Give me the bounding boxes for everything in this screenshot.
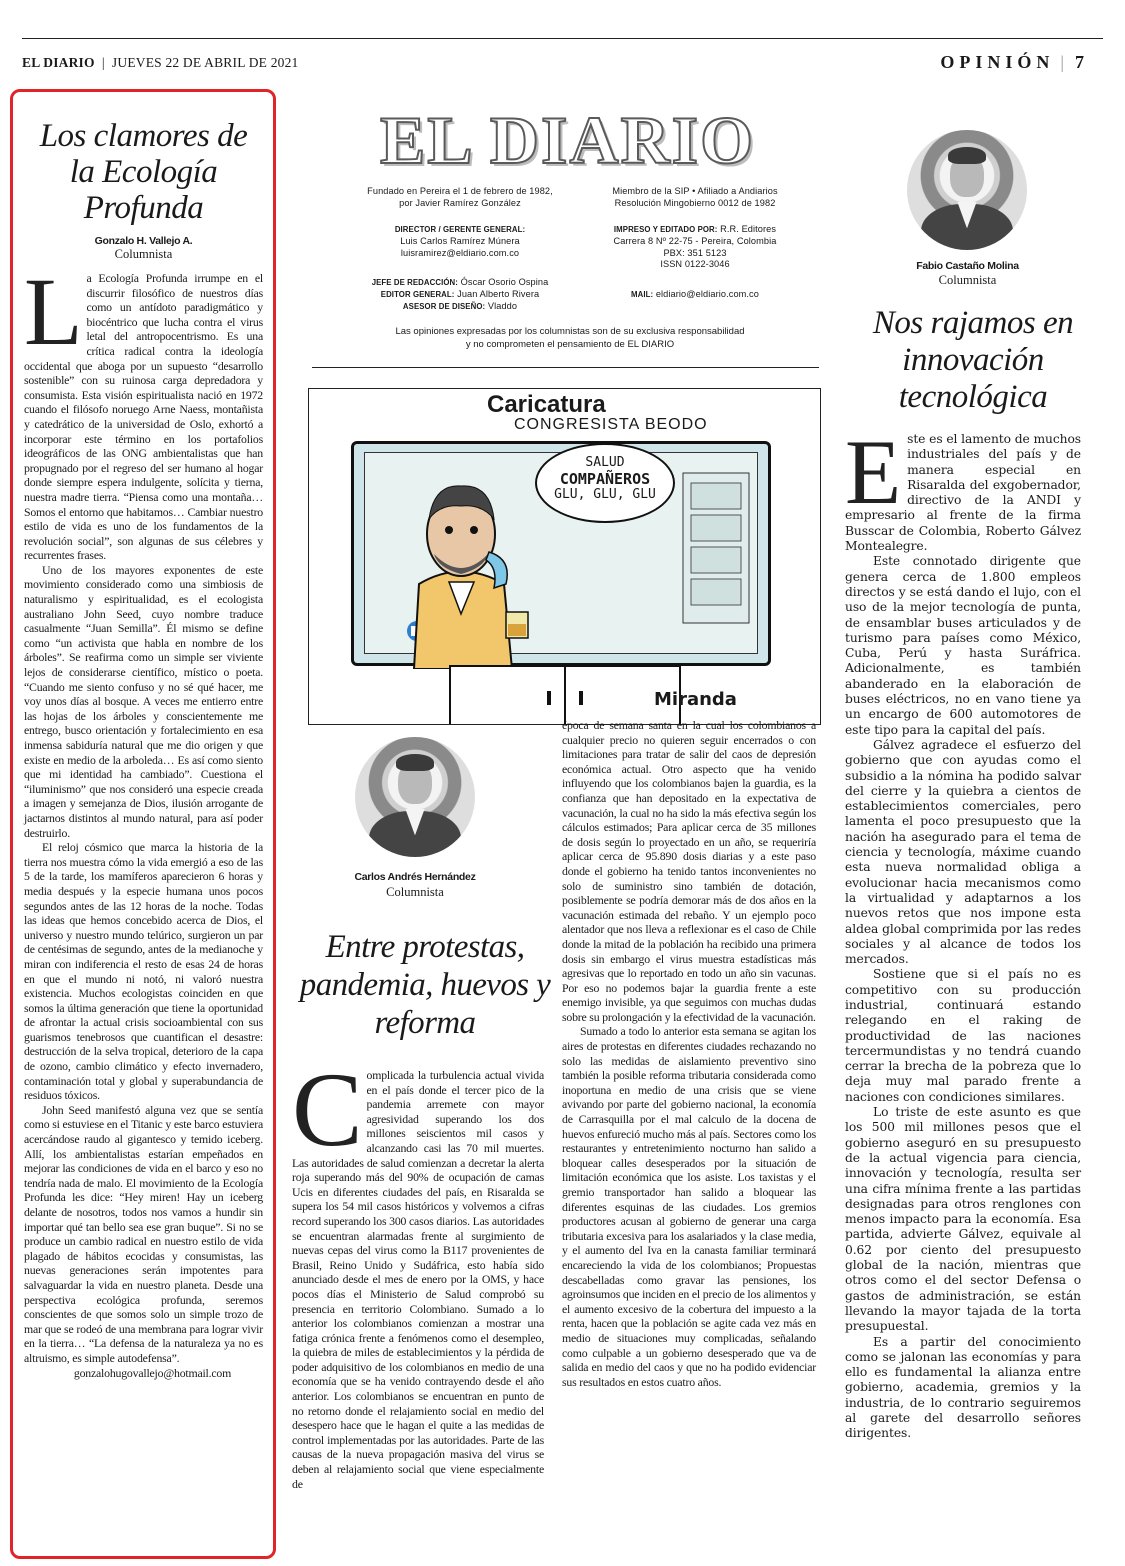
masthead-founded: Fundado en Pereira el 1 de febrero de 1982, por Javier Ramírez González: [367, 186, 553, 208]
author-role: Columnista: [114, 247, 173, 261]
article-body: [24, 258, 263, 1380]
article-title: Los clamores de la Ecología Profunda: [39, 118, 248, 226]
author-name: Fabio Castaño Molina: [916, 260, 1019, 272]
author-email: gonzalohugovallejo@hotmail.com: [73, 1365, 232, 1380]
paper-name: EL DIARIO: [22, 55, 95, 70]
masthead-printer: IMPRESO Y EDITADO POR: R.R. Editores Carrera 8 Nº 22-75 - Pereira, Colombia PBX: 351 5123 ISSN 0122-3046: [613, 224, 777, 270]
author-photo: [355, 737, 475, 857]
paragraph: Sumado a todo lo anterior esta semana se agitan los aires de protestas en diferentes ciudades rechazando no solo las medidas de aislamiento preventivo sino también la posible reforma tributaria considerada como inoportuna en medio de una crisis que se viene avivando por parte del gobierno nacional, la economía de Carrasquilla por el mal calculo de la docena de huevos enfureció mucho más al país. Sectores como los restaurantes y entretenimiento nocturno han salido a bloquear calles desesperados por la situación de limitación económica que los asiste. Los taxistas y el gremio transportador han salido a bloquear las diferentes esquinas de las ciudades. Los gremios productores acusan al gobierno de generar una carga tributaria excesiva para los asalariados y la clase media, y el aumento del Iva en la canasta familiar terminará encareciendo la vida de los colombianos; Propuestas descabelladas como gravar las pensiones, los agroinsumos que inciden en el precio de los alimentos y el aumento excesivo de la cobertura del impuesto a la renta, hacen que la población se agite cada vez más en medio de situaciones muy complicadas, señalando como culpable a un gobierno desesperado que va de salida en medio del caos y que no ha podido evidenciar sus resultados en estos cuatro años.: [562, 1024, 816, 1389]
author-role: Columnista: [938, 273, 997, 287]
page-header-left: EL DIARIO | JUEVES 22 DE ABRIL DE 2021: [22, 55, 299, 70]
masthead-rule: [312, 367, 819, 368]
paragraph: época de semana santa en la cual los colombianos a cualquier precio no quieren seguir encerrados o con limitaciones para tratar de salir del caos de depresión económica actual. Otro aspecto que ha venido influyendo que los colombianos bajen la guardia, es la confianza que han depositado en la expectativa de vacunación, la cual no ha sido la más efectiva según los cálculos estimados; Para aplicar cerca de 35 millones de dosis según lo proyectado en un año, se requeriría aplicar cerca de 95.890 dosis diarias y a este paso donde el gobierno ha tenido tantos inconvenientes no solo de suministro sino también de dotación, posiblemente se podría demorar más de dos años en la vacunación estimada del rebaño. Y un ejemplo poco alentador que nos lleva a reflexionar es el caso de Chile donde la mitad de la población ha recibido una primera dosis sin embargo el virus muestra estadísticas más agresivas que lo reportado en todo un año sin vacunas. Por eso no podemos bajar la guardia frente a este enemigo invisible, ya que seguimos con muchas dudas sobre su prolongación y la efectividad de la vacunación.: [562, 718, 816, 1024]
paragraph: Este connotado dirigente que genera cerca de 1.800 empleos directos y se está dando el lujo, con el uso de la mejor tecnología de punta, de ensamblar buses articulados y de turismo para países como México, Cuba, Perú y hasta Suráfrica. Adicionalmente, es también abanderado en la elaboración de buses eléctricos, no en vano tiene ya un encargo de 600 automotores de este tipo para la capital del país.: [845, 554, 1081, 737]
page-header-right: OPINIÓN | 7: [940, 52, 1089, 72]
speech-bubble: SALUD COMPAÑEROS GLU, GLU, GLU: [535, 443, 675, 523]
cartoon-desk: [449, 665, 681, 725]
masthead-member: Miembro de la SIP • Afiliado a Andiarios Resolución Mingobierno 0012 de 1982: [612, 186, 778, 208]
author-name: Carlos Andrés Hernández: [354, 871, 476, 883]
article-title: Entre protestas, pandemia, huevos y reforma: [299, 929, 551, 1041]
masthead-disclaimer: Las opiniones expresadas por los columnistas son de su exclusiva responsabilidad y no comprometen el pensamiento de EL DIARIO: [395, 326, 745, 350]
issue-date: JUEVES 22 DE ABRIL DE 2021: [111, 55, 299, 70]
section-name: OPINIÓN: [940, 52, 1055, 72]
drop-cap: E: [845, 421, 902, 523]
paragraph: La Ecología Profunda irrumpe en el discurrir filosófico de nuestros días como un antídoto paradigmático y biocéntrico que lucha contra el virus letal del antropocentrismo. Es una crítica radical contra la ideología occidental que aboga por un supuesto “desarrollo sostenible” con su ruinosa carga depredadora y consumista. Esta visión espiritualista nació en 1972 cuando el filósofo noruego Arne Naess, montañista y catedrático de la universidad de Oslo, exhortó a incorporar este término en los portafolios ideográficos de las ONG ambientalistas que han propugnado por el regreso del ser humano al hogar donde siempre espera indulgente, solícita y tierna, nuestra madre tierra. “Piensa como una montaña… Somos el entorno que habitamos… Cambiar nuestro estilo de vida es uno de los fundamentos de la revolución social”, son algunas de sus célebres y recurrentes frases.: [24, 258, 263, 563]
cartoon: [308, 388, 821, 725]
author-role: Columnista: [386, 885, 444, 899]
paragraph: El reloj cósmico que marca la historia de la tierra nos muestra cómo la vida emergió a eso de las 5 de la tarde, los mamíferos aparecieron 6 horas y media después y la especie humana unos pocos segundos antes de las 12 horas de la noche. Todas las ideas que hemos concebido acerca de Dios, el universo y nuestro mundo telúrico, surgieron un par de centésimas de segundo, antes de la medianoche y miran con indiferencia el resto de esas 24 de horas en que el mundo ni notó, ni valoró nuestra existencia. Muchos ecologistas coinciden en que somos la última generación que tiene la oportunidad de afrontar la actual crisis socioambiental con sus guarismos tenebrosos que cuantifican el desastre: destrucción de la selva tropical, deterioro de la capa de ozono, cambio climático y efecto invernadero, contaminación total y global y superabundancia de residuos tóxicos.: [24, 840, 263, 1103]
masthead-logo: EL DIARIO: [379, 102, 756, 178]
article-innovacion: [845, 421, 1081, 1442]
drop-cap: L: [24, 258, 83, 365]
masthead-mail: MAIL: eldiario@eldiario.com.co: [631, 289, 759, 299]
paragraph: Este es el lamento de muchos industriales del país y de manera especial en Risaralda del exgobernador, directivo de la ANDI y empresario al frente de la firma Busscar de Colombia, Roberto Gálvez Montealegre.: [845, 421, 1081, 554]
page-number: 7: [1075, 52, 1089, 72]
paragraph: Uno de los mayores exponentes de este movimiento considerado como una simbiosis de naturalismo y espiritualidad, es el ecologista australiano John Seed, cuyo nombre traduce casualmente “Juan Semilla”. Él mismo se define como “un activista que habla en nombre de los árboles”. Se reafirma como un simple ser viviente lejos de considerarse científico, místico o poeta. “Cuando me siento confuso y no sé qué hacer, me voy unos días al bosque. A veces me entierro entre las hojas de los árboles y conscientemente me entrego, busco orientación y fortalecimiento en esa inmensa sabiduría natural que me dio origen y que existe en medio de la arboleda… Es así como siento que mi identidad ha cambiado”. Cuestiona el “iluminismo” que nos consideró una especie creada a imagen y semejanza de Dios, ilusión arrogante de jactarnos distintos al mundo natural, para así poder destruirlo.: [24, 562, 263, 840]
cartoon-subtitle: CONGRESISTA BEODO: [514, 416, 708, 433]
author-name: Gonzalo H. Vallejo A.: [94, 235, 193, 247]
paragraph: John Seed manifestó alguna vez que se sentía como si estuviese en el Titanic y este barco estuviera acercándose raudo al gigantesco y temido iceberg. Allí, los ambientalistas estarían empeñados en mejorar las condiciones de vida en el barco y eso no tendría nada de malo. El movimiento de la Ecología Profunda les dice: “Hey miren! Hay un iceberg delante de nosotros, todos nos vamos a hundir sin importar qué tan bello sea ese gran buque”. Si no se produce un cambio radical en nuestro estilo de vida plagado de hábitos ecocidas y consumistas, las nuevas generaciones serán impotentes para salvaguardar la vida en nuestro planeta. Desde una perspectiva ecológica profunda, seremos conscientes de que somos solo un simple trozo de mar que se rodeó de una membrana para lograr vivir en la tierra… “La defensa de la naturaleza ya no es altruismo, es simple autodefensa”.: [24, 1102, 263, 1365]
paragraph: Gálvez agradece el esfuerzo del gobierno que con ayudas como el subsidio a la nómina ha podido salvar del cierre y la quiebra a cientos de establecimientos comerciales, pero lamenta el poco presupuesto que la nación ha asegurado para el tema de ciencia y tecnología, máxime cuando esta nueva normalidad obliga a evolucionar hacia mecanismos como la virtualidad y adaptarnos a los nuevos retos que nos impone esta aldea global comprimida por las redes sociales y al alcance de todos los mercados.: [845, 737, 1081, 967]
article-protestas-col2: [562, 718, 816, 1389]
article-title: Nos rajamos en innovación tecnológica: [872, 305, 1074, 415]
paragraph: Lo triste de este asunto es que los 500 mil millones pesos que el gobierno aseguró en su presupuesto de la actual vigencia para ciencia, innovación y tecnología, resulta ser una cifra mínima frente a las partidas designadas para otros renglones con menos impacto para la economía. Esa partida, advierte Gálvez, equivale al 0.62 por ciento del presupuesto global de la nación, mientras que otros como el del sector Defensa o gastos de administración, se están llevando la mayor tajada de la torta presupuestal.: [845, 1105, 1081, 1334]
cartoon-signature: Miranda: [654, 689, 737, 710]
paragraph: Es a partir del conocimiento como se jalonan las economías y para ello es fundamental la alianza entre gobierno, academia, gremios y la industria, de lo contrario seguiremos al garete del desarrollo señores dirigentes.: [845, 1334, 1081, 1441]
paragraph: Complicada la turbulencia actual vivida en el país donde el tercer pico de la pandemia arremete con mayor agresividad superando los dos millones seiscientos mil casos y alcanzando casi las 70 mil muertes. Las autoridades de salud comienzan a decretar la alerta roja superando más del 90% de ocupación de camas Ucis en diferentes ciudades del país, en Risaralda se supera los 54 mil casos históricos y volvemos a cifras record superando los 300 casos diarios. Las autoridades se encuentran alarmadas frente al surgimiento de nuevas cepas del virus como la B117 provenientes de Brasil, Reino Unido y Sudáfrica, esto había sido anunciado desde el mes de enero por la OMS, y hace pocos días el Ministerio de Salud comprobó su presencia en territorio Colombiano. Sumado a lo anterior los colombianos comienzan a mostrar una fatiga crónica frente a fenómenos como el desempleo, la quiebra de miles de establecimientos y la pérdida de poder adquisitivo de los colombianos en medio de una economía que se ha venido contrayendo desde el año anterior. Los colombianos se encuentran en punto de no retorno donde el relajamiento social en medio del desespero hace que le hagan el quite a las medidas de control implementadas por las autoridades. Parte de las causas de la nueva propagación masiva del virus se deben al relajamiento social que viene especialmente de: [292, 1051, 544, 1491]
drop-cap: C: [292, 1051, 363, 1168]
author-photo: [907, 130, 1027, 250]
masthead-staff: JEFE DE REDACCIÓN: Óscar Osorio Ospina EDITOR GENERAL: Juan Alberto Rivera ASESOR DE DISEÑO: Vladdo: [371, 277, 549, 311]
congressman-figure: [394, 464, 529, 669]
header-rule: [22, 38, 1103, 39]
article-ecologia-profunda: [10, 89, 276, 1559]
masthead: [290, 104, 845, 176]
paragraph: Sostiene que si el país no es competitivo con su producción industrial, continuará estando relegando en el raking de productividad de las naciones tercermundistas y no tendrá cuando cerrar la brecha de la pobreza que lo deja muy mal parado frente a naciones con condiciones similares.: [845, 967, 1081, 1104]
article-protestas-col1: [292, 1051, 544, 1491]
masthead-director: DIRECTOR / GERENTE GENERAL: Luis Carlos Ramírez Múnera luisramirez@eldiario.com.co: [394, 225, 526, 258]
cartoon-title: Caricatura: [487, 391, 606, 418]
